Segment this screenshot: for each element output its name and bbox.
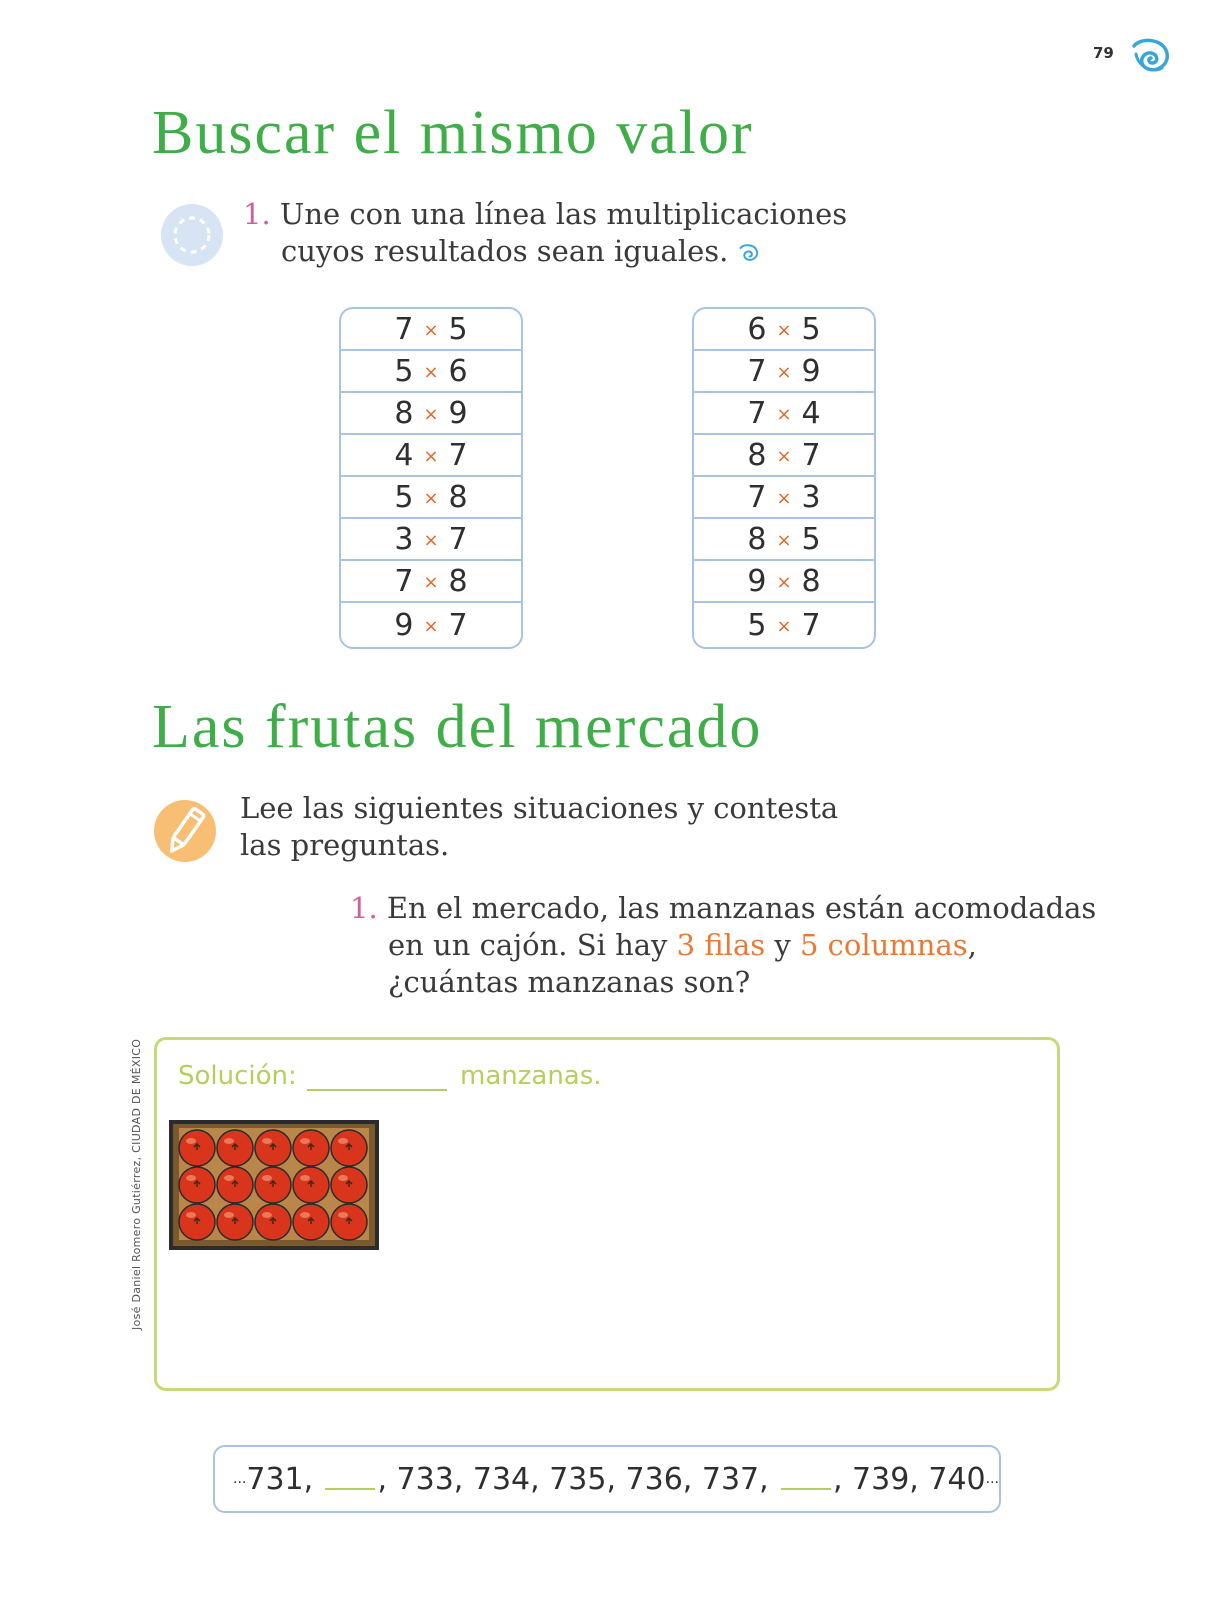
multiplication-column-right bbox=[692, 307, 876, 649]
dashed-circle-icon bbox=[158, 200, 226, 270]
item-number: 1. bbox=[350, 891, 378, 925]
instruction-line: cuyos resultados sean iguales. bbox=[281, 234, 729, 268]
multiplication-cell[interactable]: 6 × 5 bbox=[694, 309, 874, 351]
pencil-icon bbox=[152, 797, 218, 865]
multiplication-column-left bbox=[339, 307, 523, 649]
instruction-1 bbox=[243, 196, 923, 270]
multiplication-cell[interactable]: 5 × 8 bbox=[341, 477, 521, 519]
spiral-icon bbox=[1130, 36, 1172, 76]
apple-shine bbox=[262, 1175, 272, 1181]
rows-highlight: 3 filas bbox=[676, 928, 766, 962]
columns-highlight: 5 columnas bbox=[799, 928, 968, 962]
multiplication-cell[interactable]: 3 × 7 bbox=[341, 519, 521, 561]
instruction-2 bbox=[240, 790, 940, 864]
instruction-line: las preguntas. bbox=[240, 828, 450, 862]
sequence-text: , 733, 734, 735, 736, 737, bbox=[377, 1461, 769, 1497]
problem-1 bbox=[350, 890, 1130, 1001]
item-number: 1. bbox=[243, 197, 271, 231]
multiplication-cell[interactable]: 8 × 7 bbox=[694, 435, 874, 477]
multiplication-cell[interactable]: 7 × 5 bbox=[341, 309, 521, 351]
apple-shine bbox=[186, 1175, 196, 1181]
multiplication-cell[interactable]: 7 × 8 bbox=[341, 561, 521, 603]
multiplication-cell[interactable]: 4 × 7 bbox=[341, 435, 521, 477]
multiplication-cell[interactable]: 7 × 9 bbox=[694, 351, 874, 393]
sequence-blank[interactable] bbox=[781, 1488, 831, 1490]
solution-answer-blank[interactable] bbox=[307, 1089, 447, 1091]
section-title: Las frutas del mercado bbox=[152, 693, 763, 761]
instruction-line: Lee las siguientes situaciones y contesta bbox=[240, 791, 839, 825]
section-title: Buscar el mismo valor bbox=[152, 99, 754, 167]
apple-shine bbox=[262, 1212, 272, 1218]
multiplication-cell[interactable]: 9 × 7 bbox=[394, 607, 468, 643]
number-sequence bbox=[213, 1445, 1001, 1513]
apple-shine bbox=[338, 1138, 348, 1144]
apple-crate-image bbox=[167, 1118, 381, 1252]
sequence-text: 731, bbox=[246, 1461, 314, 1497]
multiplication-cell[interactable]: 5 × 6 bbox=[341, 351, 521, 393]
multiplication-cell[interactable]: 5 × 7 bbox=[747, 607, 821, 643]
multiplication-cell[interactable]: 8 × 5 bbox=[694, 519, 874, 561]
page-number: 79 bbox=[1093, 44, 1114, 62]
apple-shine bbox=[300, 1212, 310, 1218]
apple-shine bbox=[224, 1175, 234, 1181]
problem-text: en un cajón. Si hay bbox=[388, 928, 677, 962]
multiplication-cell[interactable]: 7 × 3 bbox=[694, 477, 874, 519]
apple-shine bbox=[338, 1175, 348, 1181]
sequence-blank[interactable] bbox=[325, 1488, 375, 1490]
apple-shine bbox=[300, 1175, 310, 1181]
multiplication-cell[interactable]: 7 × 4 bbox=[694, 393, 874, 435]
instruction-line: Une con una línea las multiplicaciones bbox=[279, 197, 848, 231]
spiral-icon bbox=[738, 243, 760, 263]
sequence-ellipsis: ... bbox=[985, 1471, 999, 1487]
solution-unit: manzanas. bbox=[460, 1061, 602, 1091]
solution-label: Solución: bbox=[178, 1061, 297, 1091]
problem-question: ¿cuántas manzanas son? bbox=[388, 965, 751, 999]
apple-shine bbox=[224, 1138, 234, 1144]
multiplication-cell[interactable]: 9 × 8 bbox=[694, 561, 874, 603]
apple-shine bbox=[338, 1212, 348, 1218]
photo-credit: José Daniel Romero Gutiérrez, CIUDAD DE MÉXICO bbox=[130, 1038, 143, 1330]
apple-shine bbox=[186, 1212, 196, 1218]
apple-shine bbox=[224, 1212, 234, 1218]
apple-shine bbox=[262, 1138, 272, 1144]
sequence-ellipsis: ... bbox=[233, 1471, 247, 1487]
problem-text: , bbox=[967, 928, 977, 962]
sequence-text: , 739, 740 bbox=[832, 1461, 986, 1497]
multiplication-cell[interactable]: 8 × 9 bbox=[341, 393, 521, 435]
problem-text: y bbox=[765, 928, 800, 962]
problem-line: En el mercado, las manzanas están acomodadas bbox=[386, 891, 1097, 925]
apple-shine bbox=[186, 1138, 196, 1144]
apple-shine bbox=[300, 1138, 310, 1144]
